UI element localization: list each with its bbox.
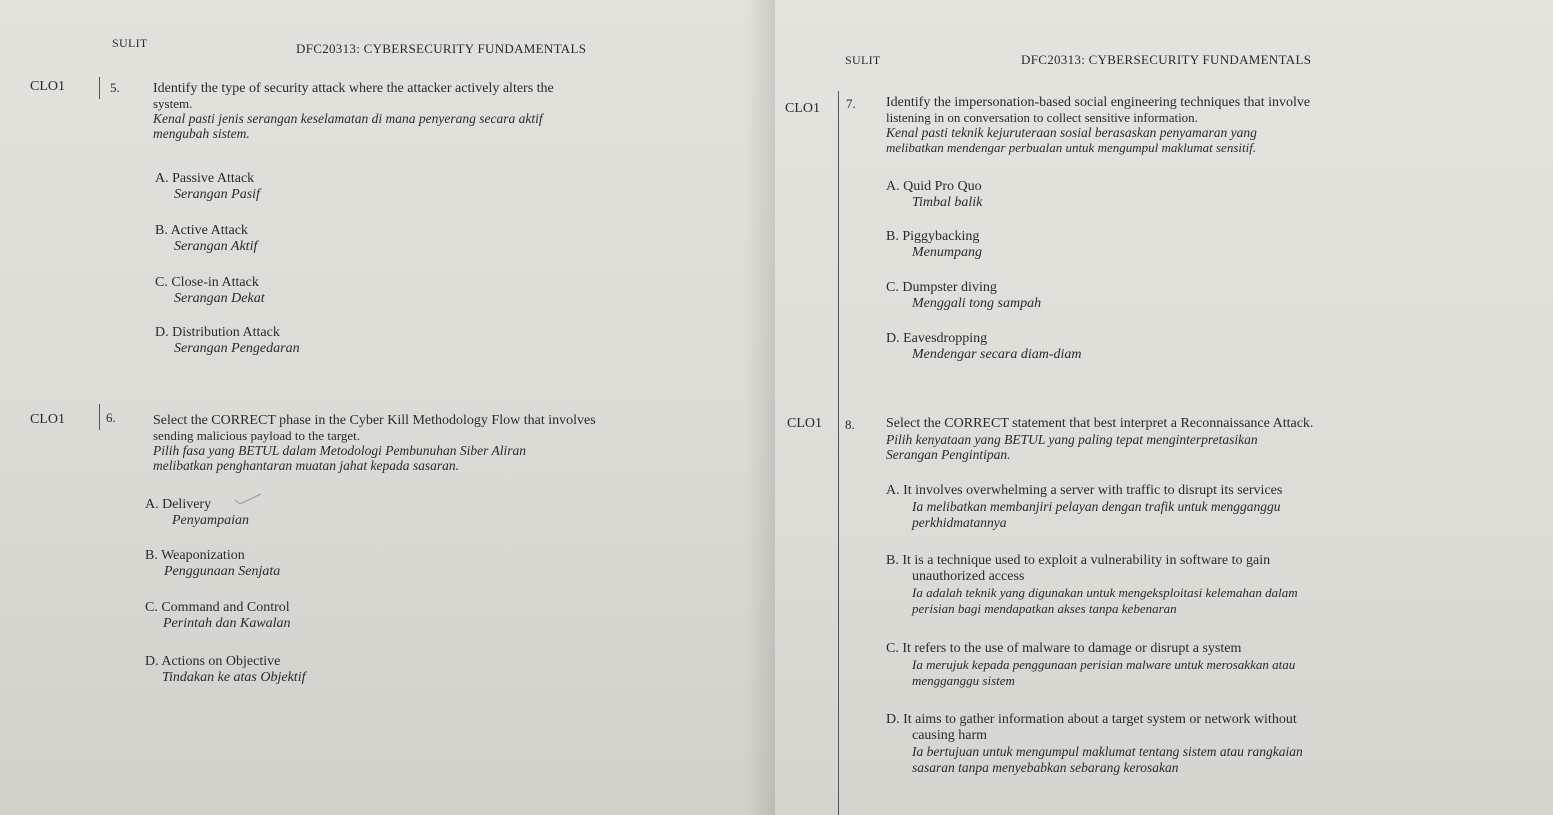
stem-ms-line: Kenal pasti teknik kejuruteraan sosial berasaskan penyamaran yang: [886, 125, 1257, 140]
question-number: 6.: [106, 410, 116, 425]
option-c: [886, 280, 1041, 312]
option-d: [145, 654, 305, 686]
option-en: causing harm: [912, 728, 988, 743]
option-ms: perkhidmatannya: [912, 515, 1007, 530]
option-b: [886, 229, 982, 261]
option-a: [886, 179, 982, 211]
option-ms: Menumpang: [912, 245, 982, 260]
option-en: A. Passive Attack: [155, 171, 255, 186]
question-number: 5.: [110, 80, 120, 95]
stem-ms-line: Kenal pasti jenis serangan keselamatan di mana penyerang secara aktif: [153, 111, 543, 126]
stem-en-line: sending malicious payload to the target.: [153, 428, 360, 443]
column-divider: [838, 91, 839, 815]
question-stem: [886, 95, 1356, 155]
option-ms: Ia merujuk kepada penggunaan perisian malware untuk merosakkan atau: [912, 657, 1296, 672]
option-b: [886, 553, 1366, 617]
stem-ms-line: melibatkan mendengar perbualan untuk mengumpul maklumat sensitif.: [886, 140, 1257, 155]
option-ms: Timbal balik: [912, 195, 983, 210]
option-en: B. Weaponization: [145, 548, 245, 563]
option-en: D. Distribution Attack: [155, 325, 280, 340]
option-ms: Penyampaian: [172, 513, 249, 528]
stem-ms-line: mengubah sistem.: [153, 126, 250, 141]
column-divider: [99, 77, 100, 99]
stem-en-line: listening in on conversation to collect sensitive information.: [886, 110, 1198, 125]
clo-label: CLO1: [785, 101, 820, 116]
stem-en-line: Identify the type of security attack where the attacker actively alters the: [153, 81, 554, 96]
stem-ms-line: Pilih kenyataan yang BETUL yang paling tepat menginterpretasikan: [886, 432, 1258, 447]
option-ms: Ia bertujuan untuk mengumpul maklumat tentang sistem atau rangkaian: [912, 744, 1303, 759]
option-en: C. It refers to the use of malware to damage or disrupt a system: [886, 641, 1242, 656]
option-ms: Ia adalah teknik yang digunakan untuk mengeksploitasi kelemahan dalam: [912, 585, 1298, 600]
option-en: C. Command and Control: [145, 600, 290, 615]
option-b: [145, 548, 280, 580]
column-divider: [99, 404, 100, 430]
option-ms: perisian bagi mendapatkan akses tanpa kebenaran: [912, 601, 1177, 616]
option-en: A. Quid Pro Quo: [886, 179, 982, 194]
option-a: [886, 483, 1366, 531]
option-c: [145, 600, 291, 632]
stem-en-line: system.: [153, 96, 193, 111]
right-page: [775, 0, 1553, 815]
option-ms: Serangan Pengedaran: [174, 341, 300, 356]
option-ms: sasaran tanpa menyebabkan sebarang kerosakan: [912, 760, 1179, 775]
clo-label: CLO1: [787, 416, 822, 431]
header-course: DFC20313: CYBERSECURITY FUNDAMENTALS: [1021, 52, 1312, 67]
clo-label: CLO1: [30, 79, 65, 94]
option-en: B. Active Attack: [155, 223, 248, 238]
question-stem: [153, 81, 623, 141]
option-c: [886, 641, 1366, 689]
pencil-tick-mark: [233, 492, 263, 506]
page-fold-shadow: [745, 0, 775, 815]
stem-ms-line: Serangan Pengintipan.: [886, 447, 1011, 462]
option-b: [155, 223, 257, 255]
option-ms: Tindakan ke atas Objektif: [162, 670, 306, 685]
stem-en-line: Identify the impersonation-based social engineering techniques that involve: [886, 95, 1311, 110]
option-en: C. Dumpster diving: [886, 280, 997, 295]
option-en: D. Actions on Objective: [145, 654, 281, 669]
option-en: C. Close-in Attack: [155, 275, 259, 290]
option-c: [155, 275, 265, 307]
option-ms: Mendengar secara diam-diam: [912, 347, 1082, 362]
header-course: DFC20313: CYBERSECURITY FUNDAMENTALS: [296, 41, 587, 56]
option-ms: mengganggu sistem: [912, 673, 1015, 688]
left-page: [0, 0, 775, 815]
question-stem: [886, 416, 1356, 462]
stem-en-line: Select the CORRECT phase in the Cyber Kill Methodology Flow that involves: [153, 413, 596, 428]
option-en: A. Delivery: [145, 497, 212, 512]
question-stem: [153, 413, 633, 473]
option-ms: Serangan Aktif: [174, 239, 258, 254]
option-en: D. Eavesdropping: [886, 331, 988, 346]
option-a: [155, 171, 260, 203]
clo-label: CLO1: [30, 412, 65, 427]
option-en: D. It aims to gather information about a target system or network without: [886, 712, 1297, 727]
option-ms: Menggali tong sampah: [912, 296, 1042, 311]
option-d: [886, 331, 1082, 363]
option-ms: Serangan Dekat: [174, 291, 265, 306]
question-number: 7.: [846, 96, 856, 111]
header-sulit: SULIT: [845, 53, 881, 67]
option-en: unauthorized access: [912, 569, 1025, 584]
option-en: A. It involves overwhelming a server with traffic to disrupt its services: [886, 483, 1283, 498]
header-sulit: SULIT: [112, 36, 148, 50]
option-en: B. It is a technique used to exploit a vulnerability in software to gain: [886, 553, 1271, 568]
option-ms: Penggunaan Senjata: [164, 564, 281, 579]
option-ms: Serangan Pasif: [174, 187, 260, 202]
stem-en-line: Select the CORRECT statement that best interpret a Reconnaissance Attack.: [886, 416, 1314, 431]
question-number: 8.: [845, 417, 855, 432]
option-d: [155, 325, 300, 357]
option-en: B. Piggybacking: [886, 229, 980, 244]
stem-ms-line: Pilih fasa yang BETUL dalam Metodologi Pembunuhan Siber Aliran: [153, 443, 526, 458]
option-d: [886, 712, 1366, 776]
stem-ms-line: melibatkan penghantaran muatan jahat kepada sasaran.: [153, 458, 459, 473]
option-ms: Ia melibatkan membanjiri pelayan dengan trafik untuk mengganggu: [912, 499, 1281, 514]
option-ms: Perintah dan Kawalan: [163, 616, 291, 631]
